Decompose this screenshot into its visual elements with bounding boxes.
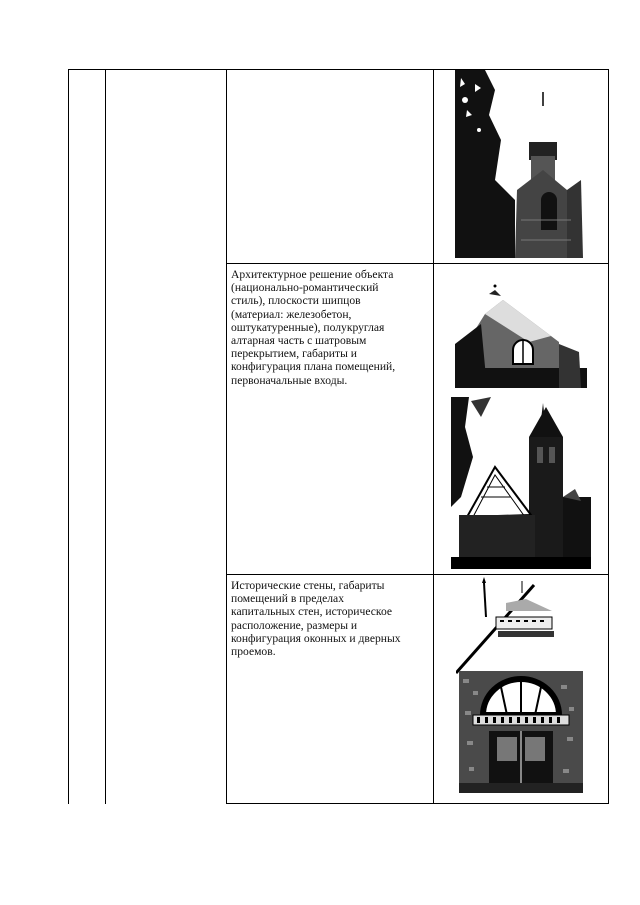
arched-entrance-photo (459, 671, 583, 793)
table-row-divider-1 (226, 263, 609, 264)
table-row-divider-2 (226, 574, 609, 575)
facade-detail-photo (456, 577, 560, 675)
church-tower-photo (455, 70, 587, 258)
church-spire-photo (451, 397, 591, 569)
table-border-left (68, 69, 69, 804)
row-2-description: Архитектурное решение объекта (национально-романтический стиль), плоскости шипцов (материал: железобетон, оштукатуренные), полукруглая алтарная часть с шатровым перекрытием, габариты и конфигурация плана помещений, первоначальные входы. (231, 268, 396, 387)
table-column-divider-3 (433, 69, 434, 804)
table-column-divider-1 (105, 69, 106, 804)
table-border-right (608, 69, 609, 804)
table-border-bottom (226, 803, 609, 804)
table-column-divider-2 (226, 69, 227, 804)
apse-roof-photo (455, 284, 587, 388)
row-3-description: Исторические стены, габариты помещений в пределах капитальных стен, историческое расположение, размеры и конфигурация оконных и дверных проемов. (231, 579, 401, 659)
